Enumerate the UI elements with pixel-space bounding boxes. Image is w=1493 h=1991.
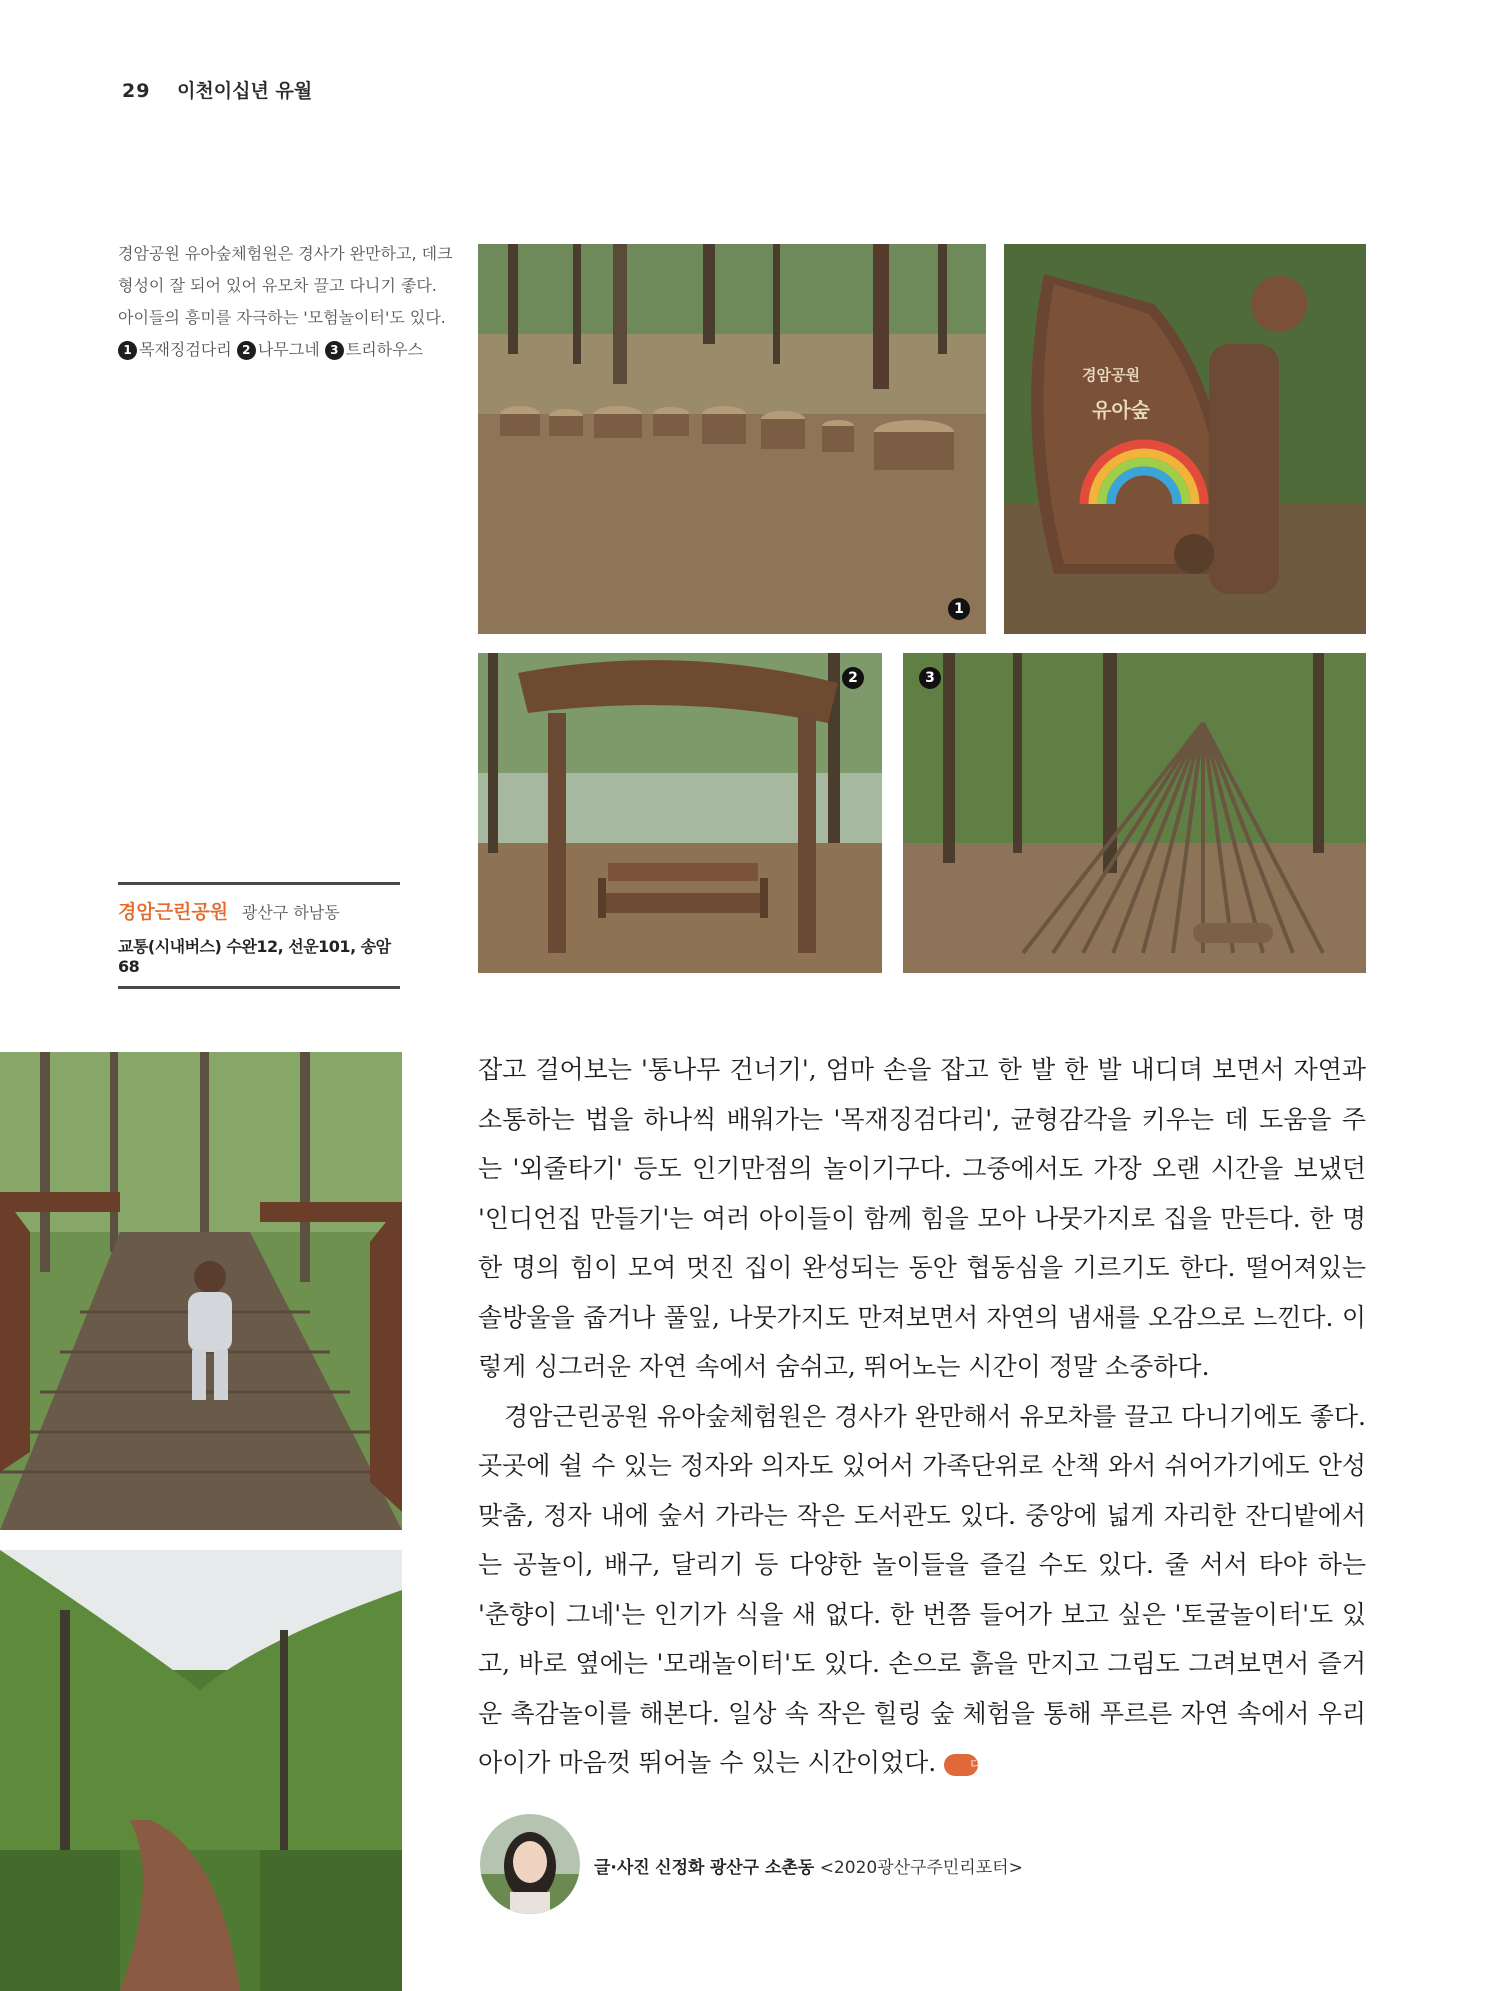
photo-marker-2: 2: [842, 667, 864, 689]
author-avatar: [480, 1814, 580, 1914]
photo-marker-3: 3: [919, 667, 941, 689]
article-paragraph-1: 잡고 걸어보는 '통나무 건너기', 엄마 손을 잡고 한 발 한 발 내디뎌 보면서 자연과 소통하는 법을 하나씩 배워가는 '목재징검다리', 균형감각을 키우는 데 도움을 주는 '외줄타기' 등도 인기만점의 놀이기구다. 그중에서도 가장 오랜 시간을 보냈던 '인디언집 만들기'는 여러 아이들이 함께 힘을 모아 나뭇가지로 집을 만든다. 한 명 한 명의 힘이 모여 멋진 집이 완성되는 동안 협동심을 기르기도 한다. 떨어져있는 솔방울을 줍거나 풀잎, 나뭇가지도 만져보면서 자연의 냄새를 오감으로 느낀다. 이렇게 싱그러운 자연 속에서 숨쉬고, 뛰어노는 시간이 정말 소중하다.: [478, 1055, 1366, 1381]
park-info-box: [118, 882, 400, 989]
badge-3: 3: [325, 341, 344, 360]
author-credit: [594, 1853, 1023, 1878]
caption-item-2: 2 나무그네: [237, 340, 320, 359]
photo-marker-1: 1: [948, 598, 970, 620]
photo-park-sign: [1004, 244, 1366, 634]
page-header: [122, 76, 312, 103]
caption-item-3: 3 트리하우스: [325, 340, 423, 359]
park-transit: 교통(시내버스) 수완12, 선운101, 송암68: [118, 937, 391, 976]
photo-stepping-stones: [478, 244, 986, 634]
caption-text: 경암공원 유아숲체험원은 경사가 완만하고, 데크 형성이 잘 되어 있어 유모차 끌고 다니기 좋다. 아이들의 흥미를 자극하는 '모험놀이터'도 있다.: [118, 244, 453, 327]
credit-role: <2020광산구주민리포터>: [819, 1858, 1023, 1878]
park-address: 광산구 하남동: [241, 903, 340, 922]
end-mark: 다시: [944, 1754, 978, 1776]
park-name: 경암근린공원: [118, 901, 229, 923]
photo-forest-path: [0, 1550, 402, 1991]
photo-wooden-swing: [478, 653, 882, 973]
article-paragraph-2: 경암근린공원 유아숲체험원은 경사가 완만해서 유모차를 끌고 다니기에도 좋다. 곳곳에 쉴 수 있는 정자와 의자도 있어서 가족단위로 산책 와서 쉬어가기에도 안성맞춤, 정자 내에 숲서 가라는 작은 도서관도 있다. 중앙에 넓게 자리한 잔디밭에서는 공놀이, 배구, 달리기 등 다양한 놀이들을 즐길 수도 있다. 줄 서서 타야 하는 '춘향이 그네'는 인기가 식을 새 없다. 한 번쯤 들어가 보고 싶은 '토굴놀이터'도 있고, 바로 옆에는 '모래놀이터'도 있다. 손으로 흙을 만지고 그림도 그려보면서 즐거운 촉감놀이를 해본다. 일상 속 작은 힐링 숲 체험을 통해 푸르른 자연 속에서 우리아이가 마음껏 뛰어놀 수 있는 시간이었다. 다시: [478, 1401, 1366, 1793]
credit-label: 글·사진: [594, 1858, 650, 1878]
badge-2: 2: [237, 341, 256, 360]
credit-name: 신정화: [655, 1858, 705, 1878]
page-number: 29: [122, 80, 151, 102]
sign-text-2: 유아숲: [1092, 398, 1150, 422]
sign-text-1: 경암공원: [1082, 366, 1140, 384]
credit-location: 광산구 소촌동: [709, 1858, 815, 1878]
photo-boardwalk-child: [0, 1052, 402, 1530]
caption-item-1: 1 목재징검다리: [118, 340, 232, 359]
section-title: 이천이십년 유월: [177, 80, 313, 102]
article-body: [478, 1045, 1366, 1793]
photo-tree-house: [903, 653, 1366, 973]
photo-caption: [118, 238, 454, 366]
badge-1: 1: [118, 341, 137, 360]
